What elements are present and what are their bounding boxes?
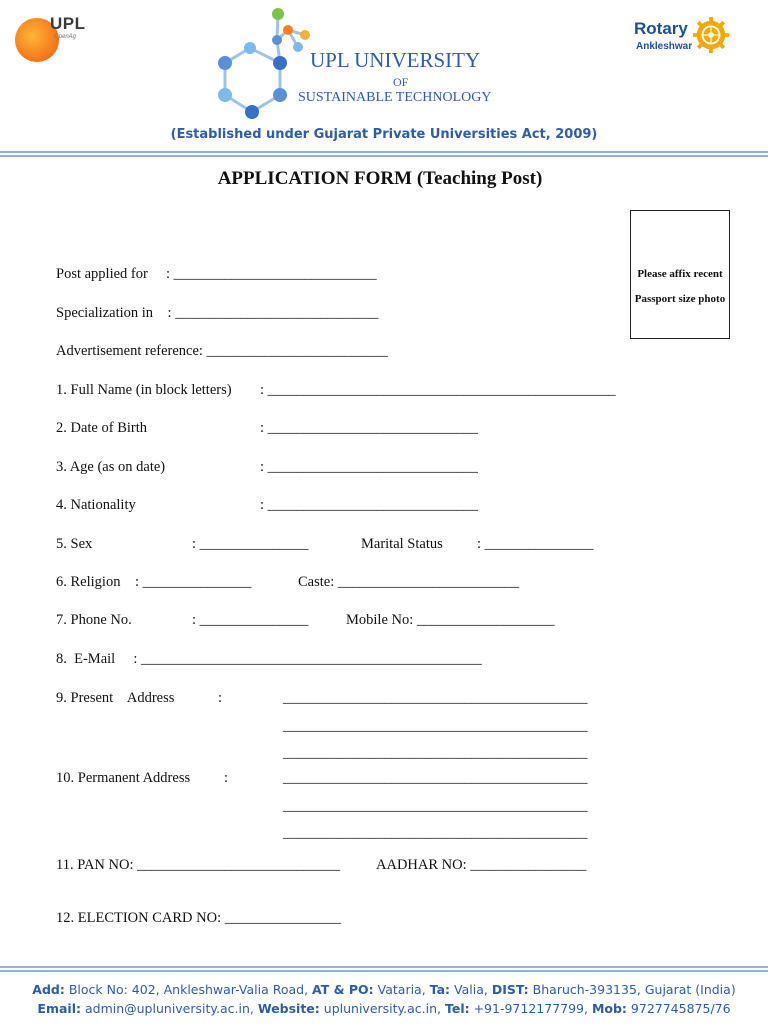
university-molecule-logo [205,5,315,125]
rotary-logo-text: Rotary [634,19,688,38]
university-of: OF [393,75,409,89]
footer-ta-value: Valia, [450,982,492,997]
permanent-address-label: 10. Permanent Address [56,770,191,786]
footer-tel-value: +91-9712177799, [469,1001,592,1016]
footer-contact [0,1001,768,1016]
footer-divider [0,970,768,972]
university-name: UPL UNIVERSITY [310,48,481,72]
mobile-field[interactable]: Mobile No: ___________________ [346,612,555,628]
footer-email-link[interactable]: admin@upluniversity.ac.in, [81,1001,258,1016]
footer-website-link[interactable]: upluniversity.ac.in, [319,1001,445,1016]
footer-address [0,982,768,997]
footer-atpo-value: Vataria, [373,982,430,997]
photo-box-text: Please affix recent [637,268,723,280]
marital-status-label: Marital Status [361,536,443,552]
footer-ta-label: Ta: [429,982,451,997]
present-address-line[interactable]: __________________________________________ [283,690,588,706]
rotary-logo [634,14,734,64]
nationality-label: 4. Nationality [56,497,136,513]
present-address-line[interactable]: __________________________________________ [283,718,588,734]
footer-tel-label: Tel: [444,1001,470,1016]
caste-field[interactable]: Caste: _________________________ [298,574,520,590]
election-card-field[interactable]: 12. ELECTION CARD NO: ________________ [56,910,341,926]
established-note: (Established under Gujarat Private Universities Act, 2009) [170,127,598,142]
upl-logo-tagline: OpenAg [54,34,77,40]
footer-dist-value: Bharuch-393135, Gujarat (India) [528,982,736,997]
photo-box-text: Passport size photo [634,293,726,305]
dob-field[interactable]: : _____________________________ [260,420,478,436]
footer-mob-label: Mob: [591,1001,627,1016]
email-field[interactable]: 8. E-Mail : _______________________________________________ [56,651,482,667]
footer-atpo-label: AT & PO: [312,982,374,997]
full-name-label: 1. Full Name (in block letters) [56,382,232,398]
phone-field[interactable]: : _______________ [192,612,309,628]
header-divider [0,155,768,157]
religion-field[interactable]: 6. Religion : _______________ [56,574,252,590]
footer-divider [0,966,768,968]
present-address-label: 9. Present Address [56,690,175,706]
university-subtitle: SUSTAINABLE TECHNOLOGY [298,90,492,105]
rotary-wheel-icon [692,16,730,54]
age-field[interactable]: : _____________________________ [260,459,478,475]
form-title: APPLICATION FORM (Teaching Post) [217,168,543,189]
permanent-address-line[interactable]: __________________________________________ [283,770,588,786]
footer-mob-value: 9727745875/76 [626,1001,731,1016]
footer-website-label: Website: [257,1001,320,1016]
footer-dist-label: DIST: [491,982,529,997]
permanent-address-line[interactable]: __________________________________________ [283,798,588,814]
advertisement-reference-field[interactable]: Advertisement reference: _________________________ [56,343,388,359]
post-applied-field[interactable]: Post applied for : ____________________________ [56,266,377,282]
footer-email-label: Email: [37,1001,81,1016]
upl-logo [12,12,92,64]
sex-label: 5. Sex [56,536,93,552]
footer-add-value: Block No: 402, Ankleshwar-Valia Road, [64,982,313,997]
present-address-line[interactable]: __________________________________________ [283,745,588,761]
phone-label: 7. Phone No. [56,612,132,628]
sex-field[interactable]: : _______________ [192,536,309,552]
header-divider [0,151,768,153]
full-name-field[interactable]: : ________________________________________________ [260,382,616,398]
permanent-address-colon: : [224,770,229,786]
pan-field[interactable]: 11. PAN NO: ____________________________ [56,857,341,873]
rotary-logo-subtext: Ankleshwar [636,41,693,52]
dob-label: 2. Date of Birth [56,420,148,436]
photo-box [630,210,730,339]
specialization-field[interactable]: Specialization in : ____________________________ [56,305,379,321]
nationality-field[interactable]: : _____________________________ [260,497,478,513]
footer-add-label: Add: [32,982,65,997]
marital-status-field[interactable]: : _______________ [477,536,594,552]
permanent-address-line[interactable]: __________________________________________ [283,825,588,841]
present-address-colon: : [218,690,223,706]
aadhar-field[interactable]: AADHAR NO: ________________ [376,857,587,873]
upl-logo-text: UPL [50,14,86,33]
age-label: 3. Age (as on date) [56,459,166,475]
